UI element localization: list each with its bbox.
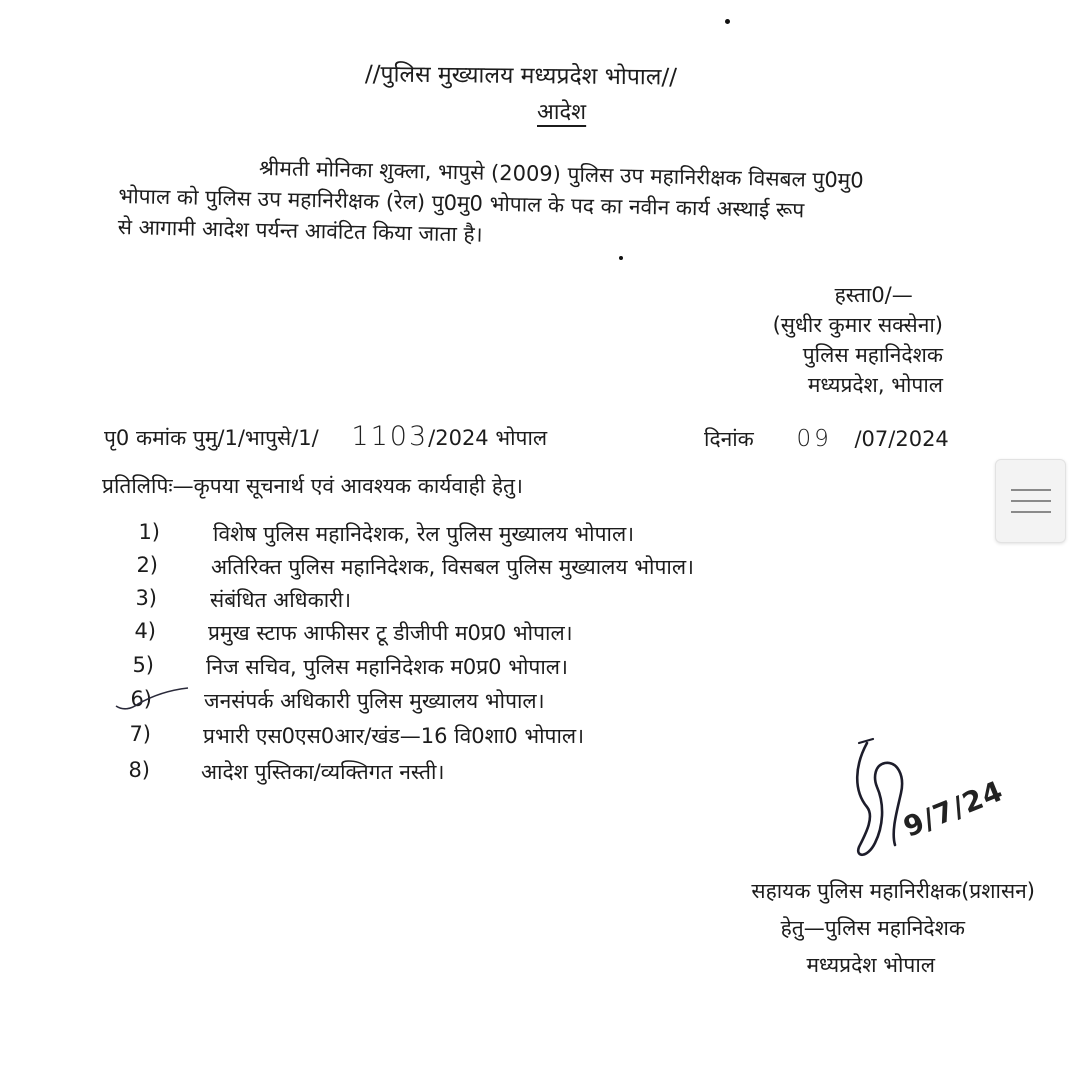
- list-item-number: 1): [138, 520, 160, 544]
- hamburger-menu-icon-bar: [1011, 500, 1051, 502]
- signatory-block: [773, 280, 943, 400]
- hamburger-menu-icon: [1011, 489, 1051, 491]
- handwritten-day: 09: [796, 426, 832, 452]
- copy-to-heading: प्रतिलिपिः—कृपया सूचनार्थ एवं आवश्यक कार्यवाही हेतु।: [102, 474, 523, 498]
- hamburger-menu-icon-bar: [1011, 511, 1051, 513]
- list-item: संबंधित अधिकारी।: [210, 588, 352, 612]
- list-item-number: 2): [136, 553, 158, 577]
- signatory-location: मध्यप्रदेश, भोपाल: [807, 373, 943, 397]
- signed-marker: हस्ता0/—: [834, 283, 913, 307]
- list-item-number: 3): [135, 586, 157, 610]
- list-item: प्रभारी एस0एस0आर/खंड—16 वि0शा0 भोपाल।: [203, 724, 585, 748]
- list-item-number: 6): [130, 687, 152, 711]
- list-item: प्रमुख स्टाफ आफीसर टू डीजीपी म0प्र0 भोपाल।: [208, 621, 573, 645]
- handwritten-dispatch-number: 1103: [351, 421, 429, 452]
- list-item-number: 7): [129, 722, 151, 746]
- sender-designation: सहायक पुलिस महानिरीक्षक(प्रशासन): [751, 879, 1035, 903]
- ink-speck: [725, 19, 730, 24]
- handwritten-signature-date: 9/7/24: [898, 774, 1008, 844]
- menu-button[interactable]: [995, 459, 1066, 543]
- list-item: विशेष पुलिस महानिदेशक, रेल पुलिस मुख्यालय भोपाल।: [213, 522, 635, 546]
- office-header: //पुलिस मुख्यालय मध्यप्रदेश भोपाल//: [364, 61, 678, 91]
- date-month-year: /07/2024: [854, 427, 949, 451]
- reference-suffix: /2024 भोपाल: [428, 426, 548, 450]
- document-title: आदेश: [537, 100, 587, 125]
- list-item: अतिरिक्त पुलिस महानिदेशक, विसबल पुलिस मुख्यालय भोपाल।: [211, 555, 695, 579]
- date-label: दिनांक: [704, 427, 754, 451]
- list-item: निज सचिव, पुलिस महानिदेशक म0प्र0 भोपाल।: [206, 655, 568, 679]
- list-item: आदेश पुस्तिका/व्यक्तिगत नस्ती।: [201, 760, 445, 784]
- sender-location: मध्यप्रदेश भोपाल: [806, 953, 935, 977]
- order-line: से आगामी आदेश पर्यन्त आवंटित किया जाता है।: [117, 214, 483, 247]
- list-item-number: 8): [128, 758, 150, 782]
- order-line: भोपाल को पुलिस उप महानिरीक्षक (रेल) पु0मु0 भोपाल के पद का नवीन कार्य अस्थाई रूप: [118, 183, 805, 223]
- list-item-number: 5): [132, 653, 154, 677]
- date-line: [704, 425, 949, 453]
- list-item-number: 4): [134, 619, 156, 643]
- signatory-name: (सुधीर कुमार सक्सेना): [772, 313, 943, 337]
- ink-speck: [619, 256, 623, 260]
- order-line: श्रीमती मोनिका शुक्ला, भापुसे (2009) पुलिस उप महानिरीक्षक विसबल पु0मु0: [258, 155, 864, 193]
- sender-block: [751, 873, 1035, 984]
- reference-number-line: [104, 421, 547, 452]
- reference-prefix: पृ0 कमांक पुमु/1/भापुसे/1/: [104, 426, 319, 450]
- handwritten-tick-mark: [112, 684, 192, 714]
- sender-for: हेतु—पुलिस महानिदेशक: [780, 916, 965, 940]
- signatory-designation: पुलिस महानिदेशक: [802, 343, 943, 367]
- list-item: जनसंपर्क अधिकारी पुलिस मुख्यालय भोपाल।: [204, 689, 545, 713]
